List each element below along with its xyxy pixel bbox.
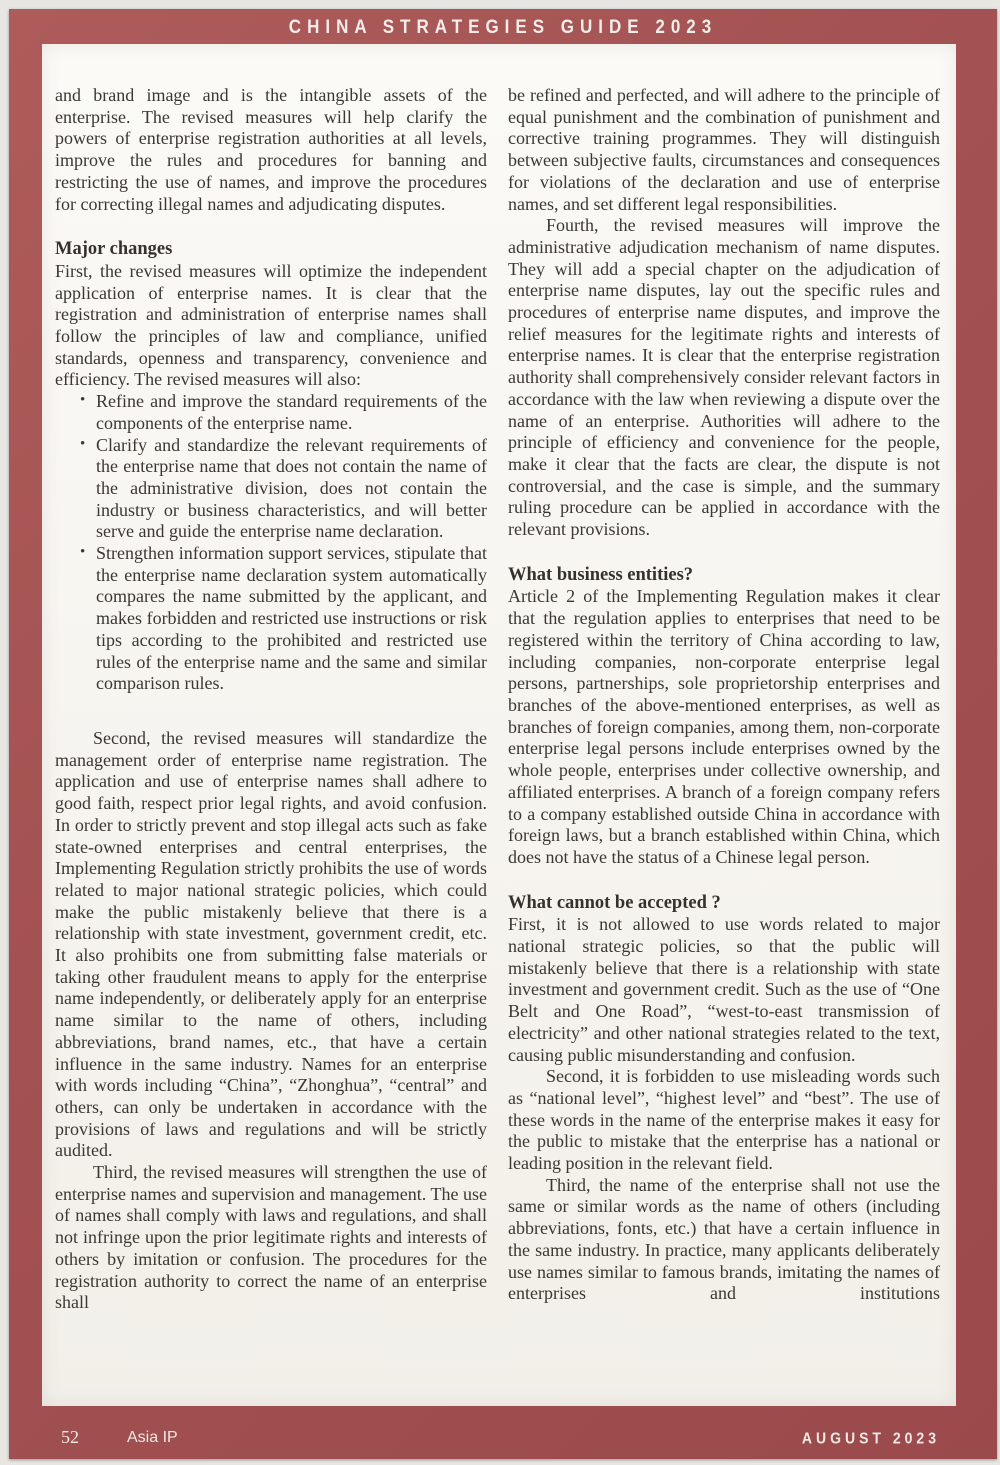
paragraph: and brand image and is the intangible assets of the enterprise. The revised measures will help clarify the powers of enterprise registration authorities at all levels, improve the rules and procedures for banning and restricting the use of names, and improve the procedures for correcting illegal names and adjudicating disputes. (55, 85, 487, 214)
issue-date: AUGUST 2023 (801, 1428, 940, 1447)
header-band (9, 9, 997, 44)
bullet-list (55, 391, 487, 695)
left-column (55, 85, 487, 1396)
magazine-page (9, 9, 997, 1459)
paragraph: Second, it is forbidden to use misleading words such as “national level”, “highest level” and “best”. The use of these words in the name of the enterprise makes it easy for the public to mistake that the enterprise has a national or leading position in the relevant field. (508, 1066, 940, 1174)
paragraph: Fourth, the revised measures will improve the administrative adjudication mechanism of name disputes. They will add a special chapter on the adjudication of enterprise name disputes, lay out the specific rules and procedures of enterprise name disputes, and improve the relief measures for the legitimate rights and interests of enterprise names. It is clear that the enterprise registration authority shall comprehensively consider relevant factors in accordance with the law when reviewing a dispute over the name of an enterprise. Authorities will adhere to the principle of efficiency and convenience for the people, make it clear that the facts are clear, the dispute is not controversial, and the case is simple, and the summary ruling procedure can be applied in accordance with the relevant provisions. (508, 215, 940, 540)
paragraph: First, the revised measures will optimize the independent application of enterprise names. It is clear that the registration and administration of enterprise names shall follow the principles of law and compliance, unified standards, openness and transparency, convenience and efficiency. The revised measures will also: (55, 260, 487, 390)
paragraph: Second, the revised measures will standardize the management order of enterprise name registration. The application and use of enterprise names shall adhere to good faith, respect prior legal rights, and avoid confusion. In order to strictly prevent and stop illegal acts such as fake state-owned enterprises and central enterprises, the Implementing Regulation strictly prohibits the use of words related to major national strategic policies, which could make the public mistakenly believe that there is a relationship with state investment, government credit, etc. It also prohibits one from submitting false materials or taking other fraudulent means to apply for the enterprise name independently, or deliberately apply for an enterprise name similar to the name of others, including abbreviations, brand names, etc., that have a certain influence in the same industry. Names for an enterprise with words including “China”, “Zhonghua”, “central” and others, can only be undertaken in accordance with the provisions of laws and regulations and will be strictly audited. (55, 727, 487, 1161)
header-title: CHINA STRATEGIES GUIDE 2023 (288, 15, 718, 37)
footer-band (9, 1406, 997, 1459)
section-heading: What business entities? (508, 564, 694, 585)
section-heading: What cannot be accepted ? (508, 892, 721, 913)
paragraph: be refined and perfected, and will adhere to the principle of equal punishment and the combination of punishment and corrective training programmes. They will distinguish between subjective faults, circumstances and consequences for violations of the declaration and use of enterprise names, and set different legal responsibilities. (508, 85, 940, 214)
bullet-item: • Refine and improve the standard requirements of the components of the enterprise name. (78, 391, 487, 434)
paragraph: Third, the name of the enterprise shall not use the same or similar words as the name of others (including abbreviations, fonts, etc.) that have a certain influence in the same industry. In practice, many applicants deliberately use names similar to famous brands, imitating the names of enterprises and institutions (508, 1174, 940, 1304)
page-number: 52 (61, 1427, 79, 1447)
bullet-item: • Clarify and standardize the relevant requirements of the enterprise name that does not contain the name of the administrative division, does not contain the industry or business characteristics, and will better serve and guide the enterprise name declaration. (78, 435, 487, 544)
publication-name: Asia IP (127, 1428, 178, 1446)
section-heading: Major changes (55, 239, 173, 260)
article-body (42, 44, 956, 1406)
right-column (508, 85, 940, 1396)
paragraph: Article 2 of the Implementing Regulation makes it clear that the regulation applies to enterprises that need to be registered within the territory of China according to law, including companies, non-corporate enterprise legal persons, partnerships, sole proprietorship enterprises and branches of the above-mentioned enterprises, as well as branches of foreign companies, among them, non-corporate enterprise legal persons include enterprises owned by the whole people, enterprises under collective ownership, and affiliated enterprises. A branch of a foreign company refers to a company established outside China in accordance with foreign laws, but a branch established within China, which does not have the status of a Chinese legal person. (508, 586, 940, 867)
paragraph: First, it is not allowed to use words related to major national strategic policies, so that the public will mistakenly believe that there is a relationship with state investment and government credit. Such as the use of “One Belt and One Road”, “west-to-east transmission of electricity” and other national strategies related to the text, causing public misunderstanding and confusion. (508, 914, 940, 1065)
paragraph: Third, the revised measures will strengthen the use of enterprise names and supervision and management. The use of names shall comply with laws and regulations, and shall not infringe upon the prior legitimate rights and interests of others by imitation or confusion. The procedures for the registration authority to correct the name of an enterprise shall (55, 1162, 487, 1313)
page-content (42, 44, 956, 1406)
bullet-item: • Strengthen information support services, stipulate that the enterprise name declaration system automatically compares the name submitted by the applicant, and makes forbidden and restricted use instructions or risk tips according to the prohibited and restricted use rules of the enterprise name and the same and similar comparison rules. (78, 543, 487, 695)
